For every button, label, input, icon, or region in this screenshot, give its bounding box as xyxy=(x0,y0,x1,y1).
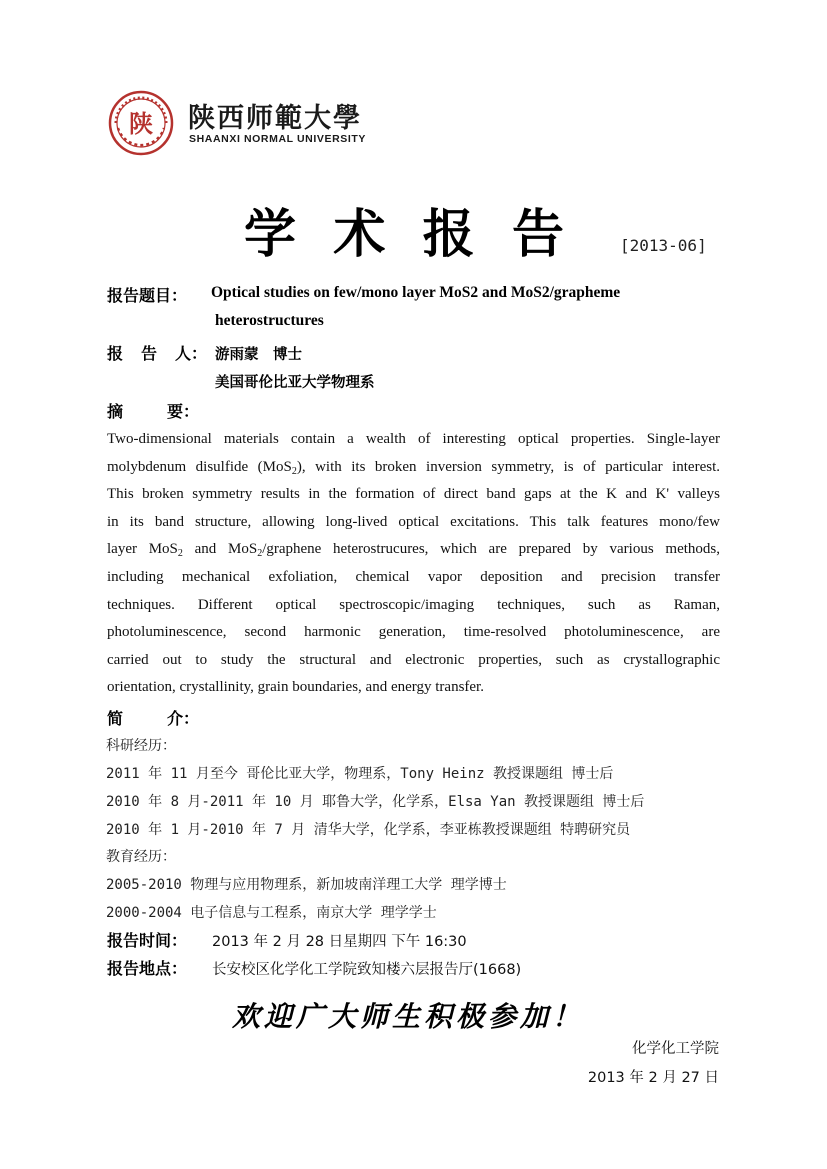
research-heading: 科研经历： xyxy=(106,738,176,754)
education-heading: 教育经历： xyxy=(106,849,176,865)
abstract-line: Two-dimensional materials contain a wealth of interesting optical properties. Single-layer xyxy=(107,431,720,447)
abstract-line: photoluminescence, second harmonic generation, time-resolved photoluminescence, are xyxy=(107,624,720,641)
title-char: 术 xyxy=(333,205,386,265)
speaker-name: 游雨蒙 博士 xyxy=(215,347,302,363)
research-item: 2010 年 8 月-2011 年 10 月 耶鲁大学，化学系，Elsa Yan 教授课题组 博士后 xyxy=(106,794,645,810)
university-name-cn: 陕西师範大學 xyxy=(188,103,362,134)
research-item: 2011 年 11 月至今 哥伦比亚大学，物理系，Tony Heinz 教授课题组 博士后 xyxy=(106,766,614,782)
welcome-message: 欢迎广大师生积极参加！ xyxy=(232,1000,585,1033)
abstract-label: 摘 要： xyxy=(107,402,199,421)
speaker-affiliation: 美国哥伦比亚大学物理系 xyxy=(215,375,375,391)
title-char: 学 xyxy=(244,205,297,265)
page-title xyxy=(244,200,564,270)
speaker-label: 报 告 人： xyxy=(107,344,207,363)
place-value: 长安校区化学化工学院致知楼六层报告厅(1668) xyxy=(212,962,522,978)
education-item: 2005-2010 物理与应用物理系，新加坡南洋理工大学 理学博士 xyxy=(106,877,507,893)
university-name-en: SHAANXI NORMAL UNIVERSITY xyxy=(189,133,366,145)
university-seal-logo xyxy=(108,90,174,156)
topic-line-2: heterostructures xyxy=(215,312,324,329)
time-label: 报告时间： xyxy=(107,931,188,950)
abstract-text xyxy=(107,426,720,702)
abstract-line: molybdenum disulfide (MoS$_2$), with its broken inversion symmetry, is of particular interest. xyxy=(107,458,721,477)
topic-label: 报告题目： xyxy=(107,286,188,305)
bio-label: 简 介： xyxy=(107,709,199,728)
seal-character: 陕 xyxy=(129,110,153,138)
abstract-line: techniques. Different optical spectroscopic/imaging techniques, such as Raman, xyxy=(107,596,720,613)
abstract-line: layer MoS$_2$ and MoS$_2$/graphene heterostrucures, which are prepared by various methods, xyxy=(107,541,720,560)
time-value: 2013 年 2 月 28 日星期四 下午 16:30 xyxy=(212,934,467,950)
research-item: 2010 年 1 月-2010 年 7 月 清华大学，化学系，李亚栋教授课题组 特聘研究员 xyxy=(106,822,631,838)
topic-line-1: Optical studies on few/mono layer MoS2 and MoS2/grapheme xyxy=(211,284,621,301)
abstract-line: carried out to study the structural and electronic properties, such as crystallographic xyxy=(107,651,720,668)
notice-date: 2013 年 2 月 27 日 xyxy=(587,1070,719,1086)
abstract-line: orientation, crystallinity, grain boundaries, and energy transfer. xyxy=(107,679,484,696)
abstract-line: including mechanical exfoliation, chemical vapor deposition and precision transfer xyxy=(107,568,720,585)
issue-number: [2013-06] xyxy=(620,236,707,255)
title-char: 告 xyxy=(511,205,564,265)
organizer: 化学化工学院 xyxy=(632,1041,719,1057)
place-label: 报告地点： xyxy=(107,959,188,978)
abstract-line: in its band structure, allowing long-lived optical excitations. This talk features mono/few xyxy=(107,513,720,530)
education-item: 2000-2004 电子信息与工程系，南京大学 理学学士 xyxy=(106,905,437,921)
abstract-line: This broken symmetry results in the formation of direct band gaps at the K and K' valleys xyxy=(107,486,720,503)
title-char: 报 xyxy=(422,205,475,265)
